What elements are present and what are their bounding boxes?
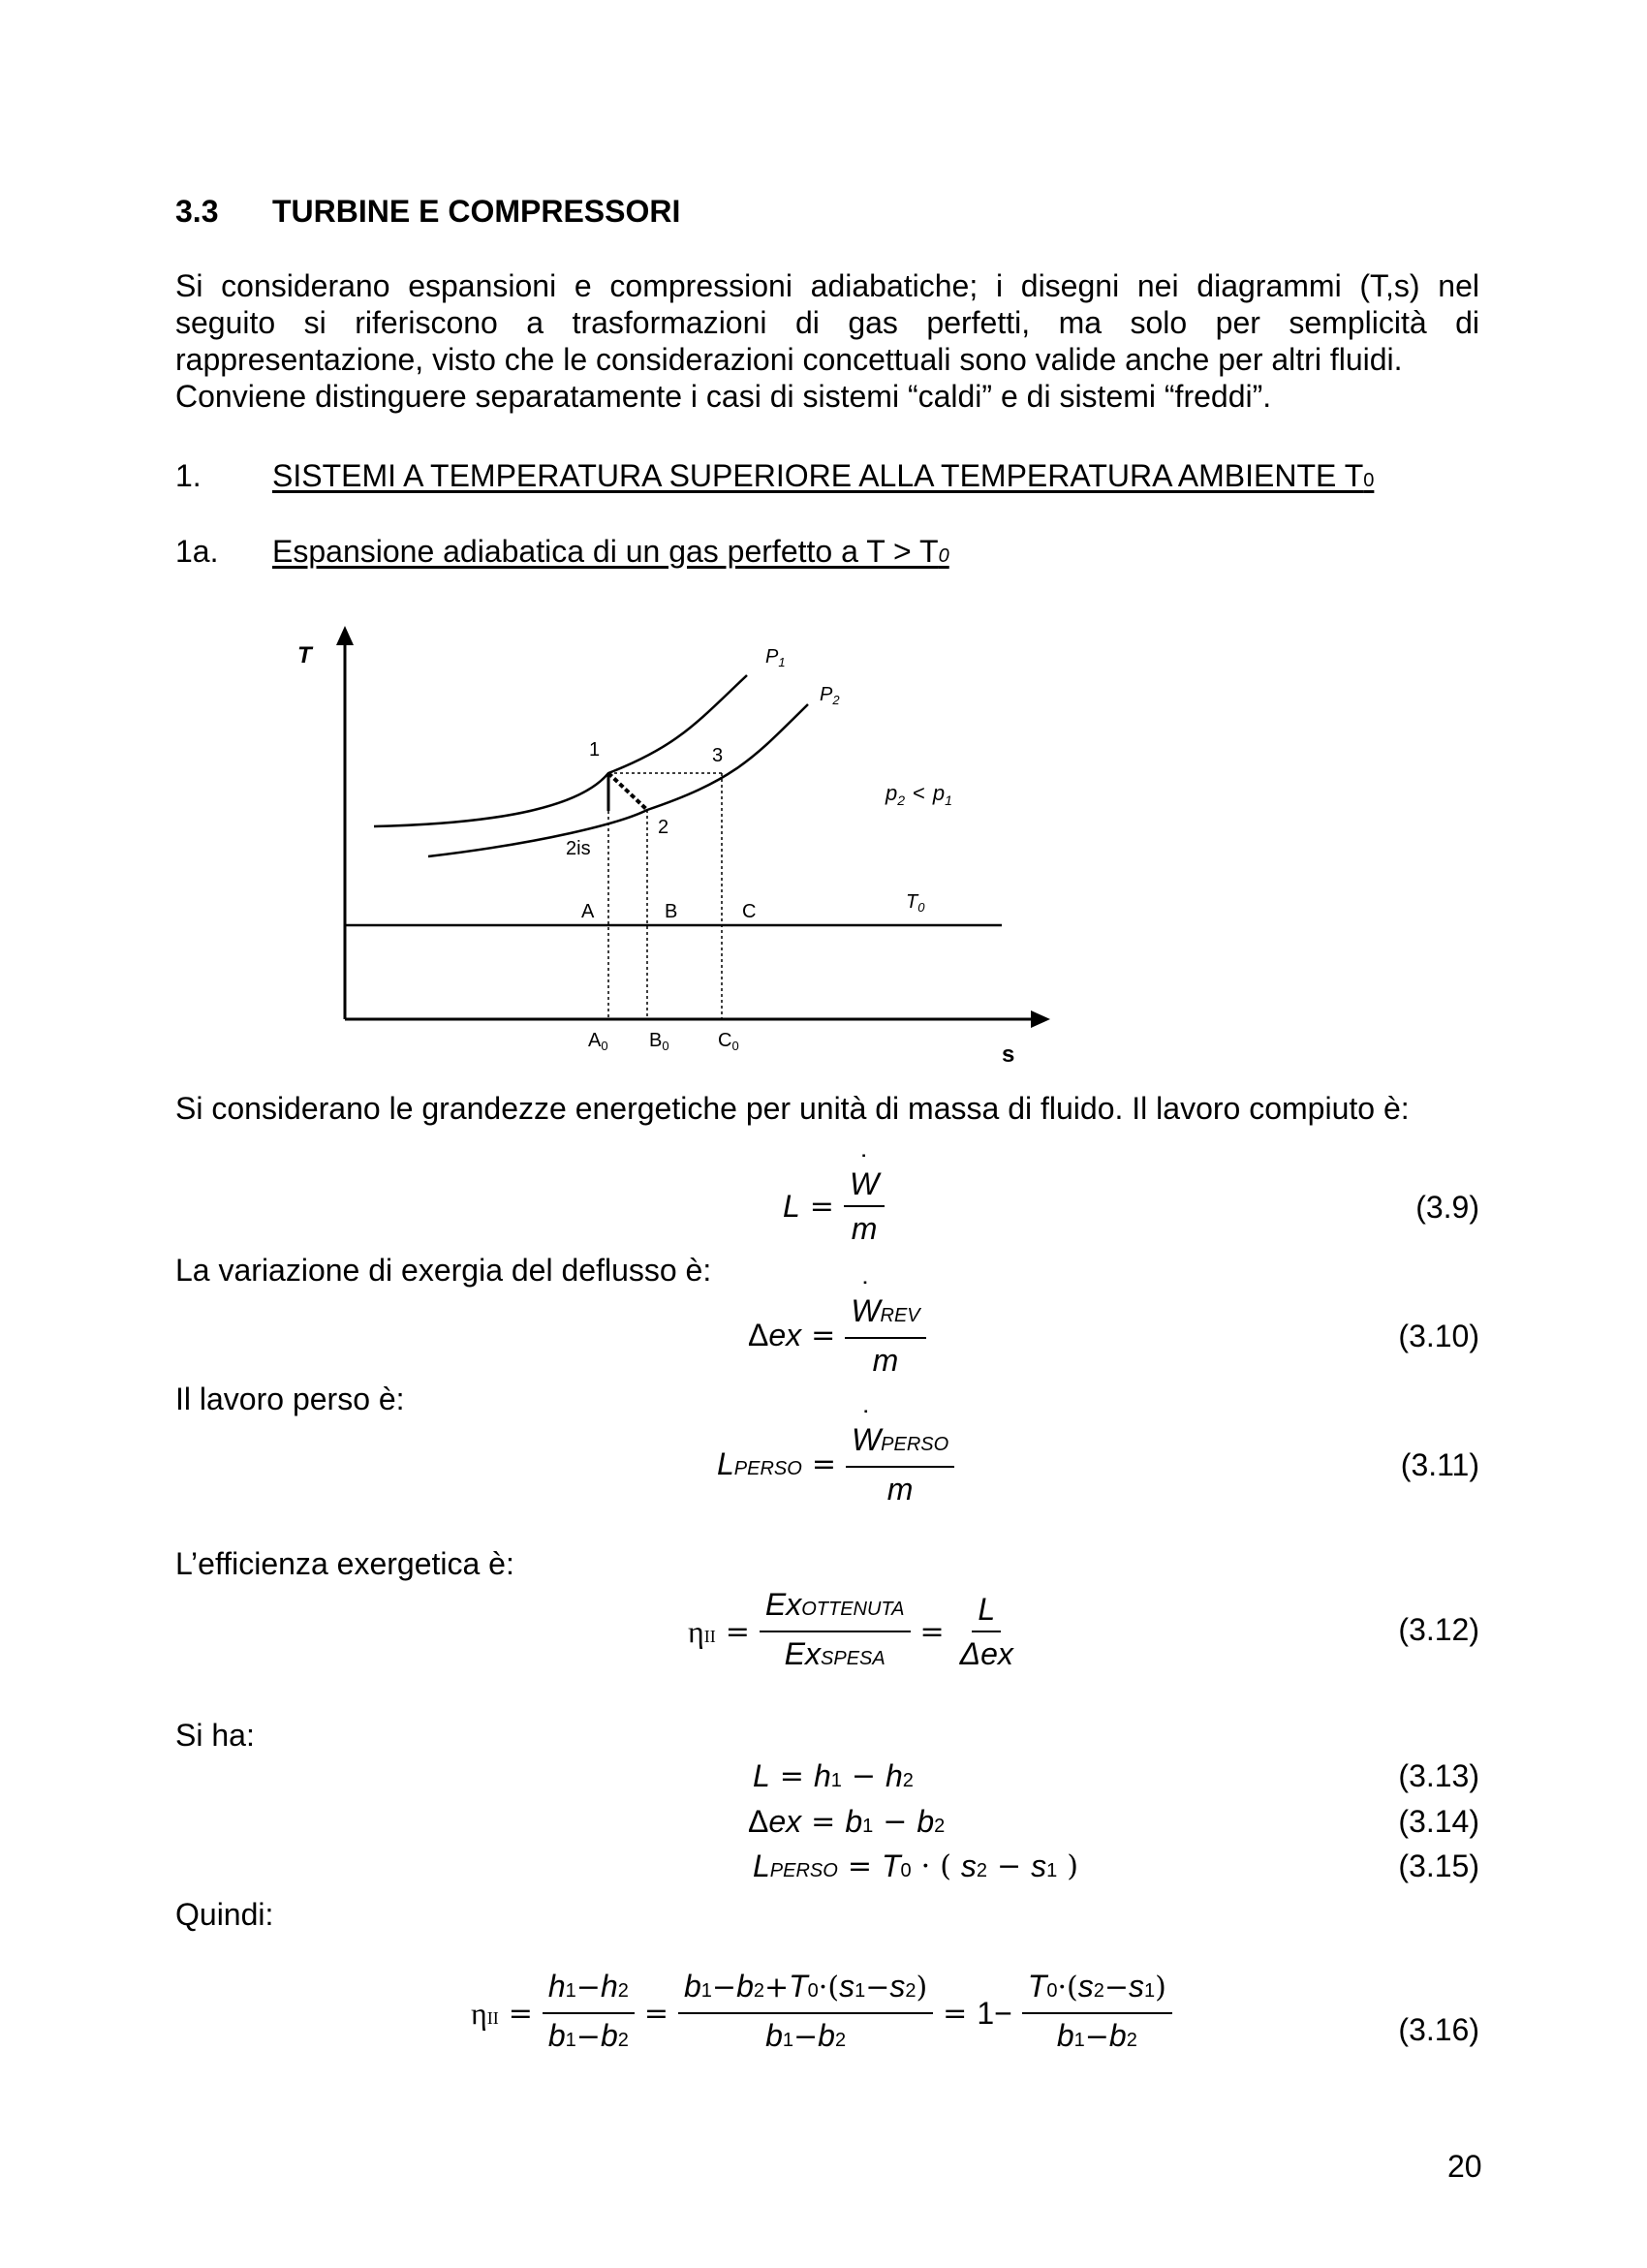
subsection-1-number: 1. [175, 458, 202, 493]
label-point-3: 3 [712, 745, 724, 766]
t-axis-arrow [336, 626, 354, 645]
intro-line-4: Conviene distinguere separatamente i casi di sistemi “caldi” e di sistemi “freddi”. [175, 379, 1272, 414]
label-point-1: 1 [589, 739, 601, 761]
intro-line-2: seguito si riferiscono a trasformazioni di gas perfetti, ma solo per semplicità di [175, 305, 1479, 340]
label-t0: $T_0$ [906, 891, 925, 915]
label-point-2: 2 [658, 817, 669, 838]
label-a0: $A_0$ [588, 1030, 608, 1053]
equation-3-11: LPERSO = ˙ $\frac{\text{WPERSO}}{m}$ [717, 1420, 954, 1508]
label-p2: $P_2$ [820, 684, 840, 707]
intro-line-1: Si considerano espansioni e compressioni adiabatiche; i disegni nei diagrammi (T,s) nel [175, 268, 1479, 303]
equation-3-15: LPERSO = T0 · ( s2 − s1 ) [753, 1849, 1079, 1883]
label-a: A [581, 901, 595, 922]
para-quindi: Quindi: [175, 1897, 274, 1932]
eq-number-3-13: (3.13) [1398, 1758, 1479, 1793]
subsection-1-title: SISTEMI A TEMPERATURA SUPERIORE ALLA TEMPERATURA AMBIENTE T0 [272, 458, 1375, 493]
pressure-relation: $p_2 < p_1$ [886, 781, 952, 808]
para-perso: Il lavoro perso è: [175, 1382, 405, 1416]
subsection-1a-number: 1a. [175, 534, 219, 569]
para-grandezze: Si considerano le grandezze energetiche per unità di massa di fluido. Il lavoro compiuto è: [175, 1091, 1410, 1126]
s-axis-label: s [1002, 1041, 1015, 1068]
label-b: B [665, 901, 678, 922]
label-c: C [742, 901, 757, 922]
s-axis-arrow [1031, 1010, 1050, 1028]
equation-3-12: ηII = $\frac{\text{ExOTTENUTA}}{\text{ExSPESA}}$ = $\frac{L}{\text{Δex}}$ [688, 1587, 1013, 1671]
equation-3-9: L = ˙ $\frac{W}{m}$ [783, 1165, 885, 1248]
section-title: TURBINE E COMPRESSORI [272, 194, 681, 229]
para-siha: Si ha: [175, 1718, 255, 1753]
eq-number-3-14: (3.14) [1398, 1804, 1479, 1839]
t-axis-label: T [297, 642, 312, 668]
intro-line-3: rappresentazione, visto che le considerazioni concettuali sono valide anche per altri fluidi. [175, 342, 1403, 377]
para-efficienza: L’efficienza exergetica è: [175, 1546, 514, 1581]
equation-3-10: Δex = ˙ $\frac{\text{WREV}}{m}$ [748, 1291, 926, 1380]
section-number: 3.3 [175, 194, 219, 229]
label-p1: $P_1$ [765, 646, 786, 669]
equation-3-16: ηII = $\frac{h1-h2}{b1-b2}$ = $\frac{b1-b2+T0\cdot(s1-s2)}{b1-b2}$ = 1− $\frac{T0\cdot(s2-s1)}{b1-b2}$ [471, 1967, 1172, 2060]
eq-number-3-10: (3.10) [1398, 1319, 1479, 1353]
eq-number-3-9: (3.9) [1415, 1190, 1479, 1225]
label-point-2is: 2is [566, 838, 591, 859]
isobar-p1 [374, 675, 747, 826]
label-b0: $B_0$ [649, 1030, 669, 1053]
ts-diagram [0, 0, 1647, 1095]
eq-number-3-15: (3.15) [1398, 1849, 1479, 1883]
equation-3-14: Δex = b1 − b2 [748, 1804, 946, 1839]
label-c0: $C_0$ [718, 1030, 739, 1053]
equation-3-13: L = h1 − h2 [753, 1758, 914, 1793]
subsection-1a-title: Espansione adiabatica di un gas perfetto a T > T0 [272, 534, 949, 569]
para-variazione: La variazione di exergia del deflusso è: [175, 1253, 712, 1288]
eq-number-3-12: (3.12) [1398, 1612, 1479, 1647]
real-expansion-line [608, 773, 647, 810]
page-number: 20 [1447, 2149, 1482, 2184]
eq-number-3-16: (3.16) [1398, 2012, 1479, 2047]
eq-number-3-11: (3.11) [1400, 1447, 1479, 1482]
